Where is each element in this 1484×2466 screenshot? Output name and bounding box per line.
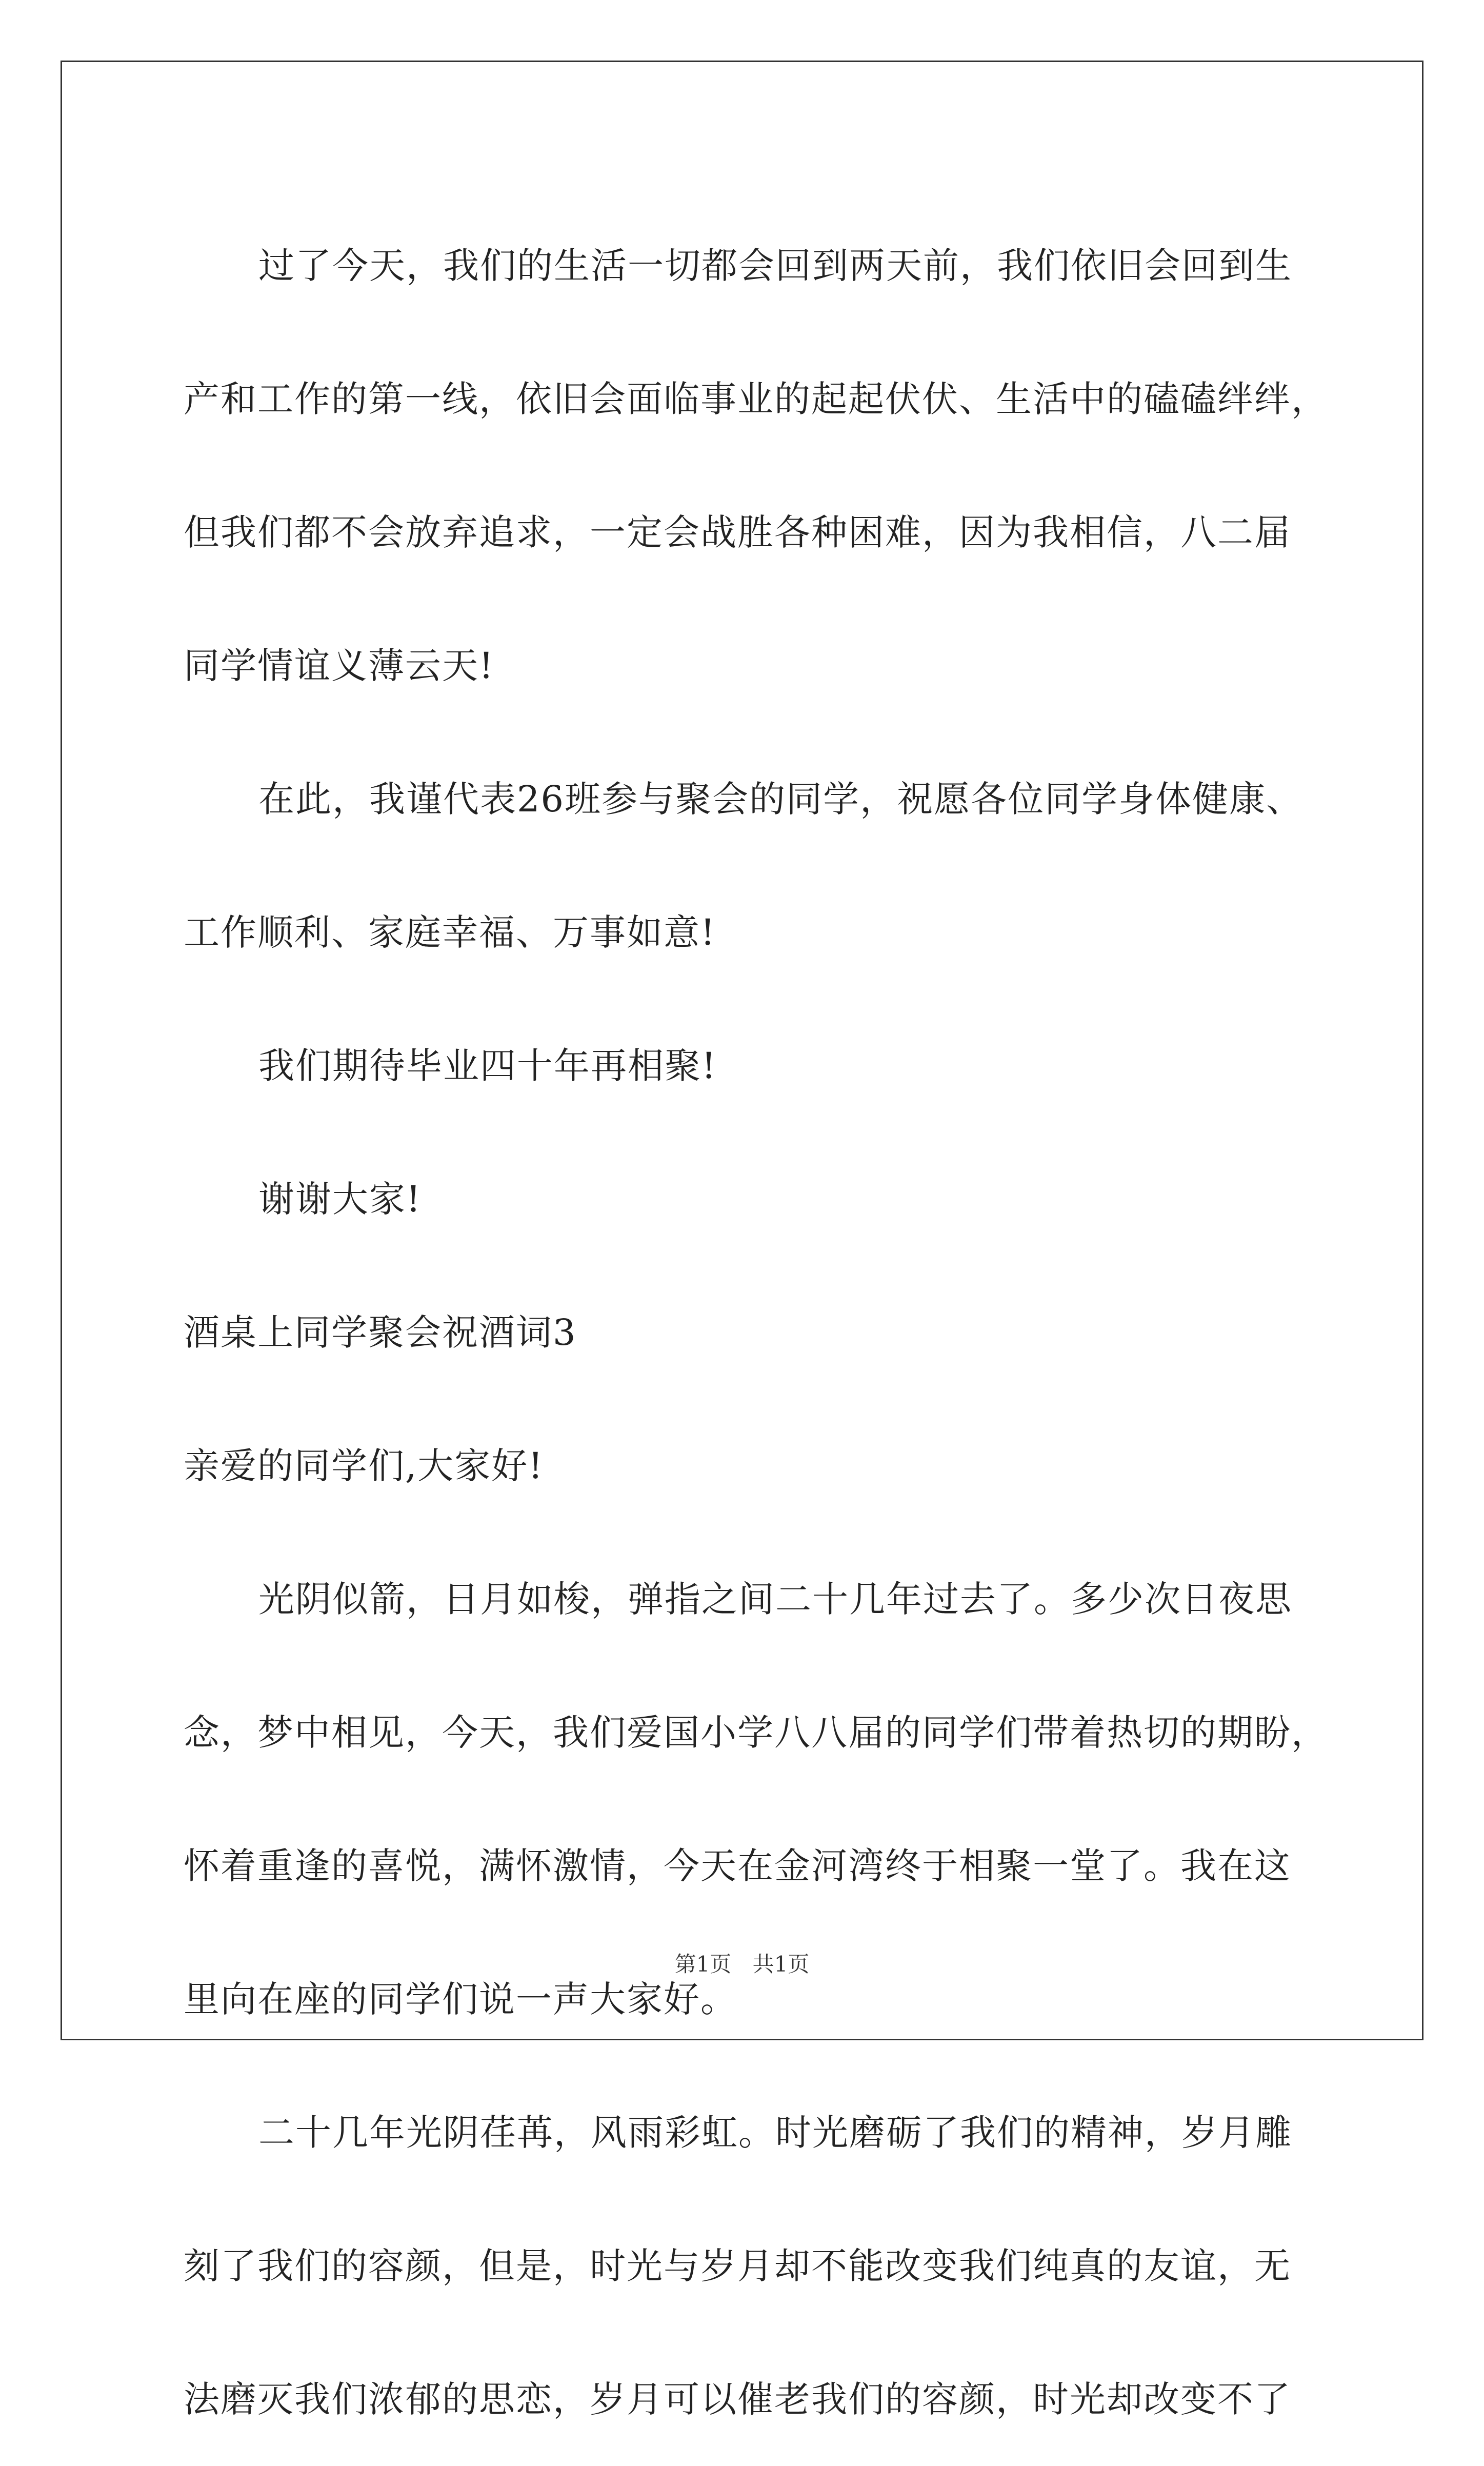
document-body	[184, 199, 1368, 2466]
text-line: 在此，我谨代表26班参与聚会的同学，祝愿各位同学身体健康、	[258, 778, 1303, 820]
section-heading: 酒桌上同学聚会祝酒词3	[184, 1311, 577, 1354]
page-number-total: 共1页	[752, 1952, 810, 1977]
text-line: 但我们都不会放弃追求，一定会战胜各种困难，因为我相信，八二届	[184, 511, 1291, 553]
text-line: 二十几年光阴荏苒，风雨彩虹。时光磨砺了我们的精神，岁月雕	[258, 2112, 1292, 2154]
text-line: 过了今天，我们的生活一切都会回到两天前，我们依旧会回到生	[258, 245, 1292, 287]
text-line: 工作顺利、家庭幸福、万事如意!	[184, 911, 716, 953]
page-footer	[0, 1949, 1484, 1980]
text-line: 同学情谊义薄云天!	[184, 645, 495, 687]
text-line: 光阴似箭，日月如梭，弹指之间二十几年过去了。多少次日夜思	[258, 1578, 1292, 1620]
greeting-line: 亲爱的同学们,大家好!	[184, 1445, 544, 1487]
text-line: 产和工作的第一线，依旧会面临事业的起起伏伏、生活中的磕磕绊绊，	[184, 378, 1328, 420]
text-line: 里向在座的同学们说一声大家好。	[184, 1978, 737, 2020]
text-line: 法磨灭我们浓郁的思恋，岁月可以催老我们的容颜，时光却改变不了	[184, 2378, 1291, 2420]
text-line: 刻了我们的容颜，但是，时光与岁月却不能改变我们纯真的友谊，无	[184, 2245, 1291, 2287]
text-line: 怀着重逢的喜悦，满怀激情，今天在金河湾终于相聚一堂了。我在这	[184, 1845, 1291, 1887]
page-number-current: 第1页	[674, 1952, 732, 1977]
text-line: 谢谢大家!	[258, 1178, 422, 1220]
text-line: 我们期待毕业四十年再相聚!	[258, 1045, 717, 1087]
text-line: 念，梦中相见，今天，我们爱国小学八八届的同学们带着热切的期盼，	[184, 1712, 1328, 1754]
